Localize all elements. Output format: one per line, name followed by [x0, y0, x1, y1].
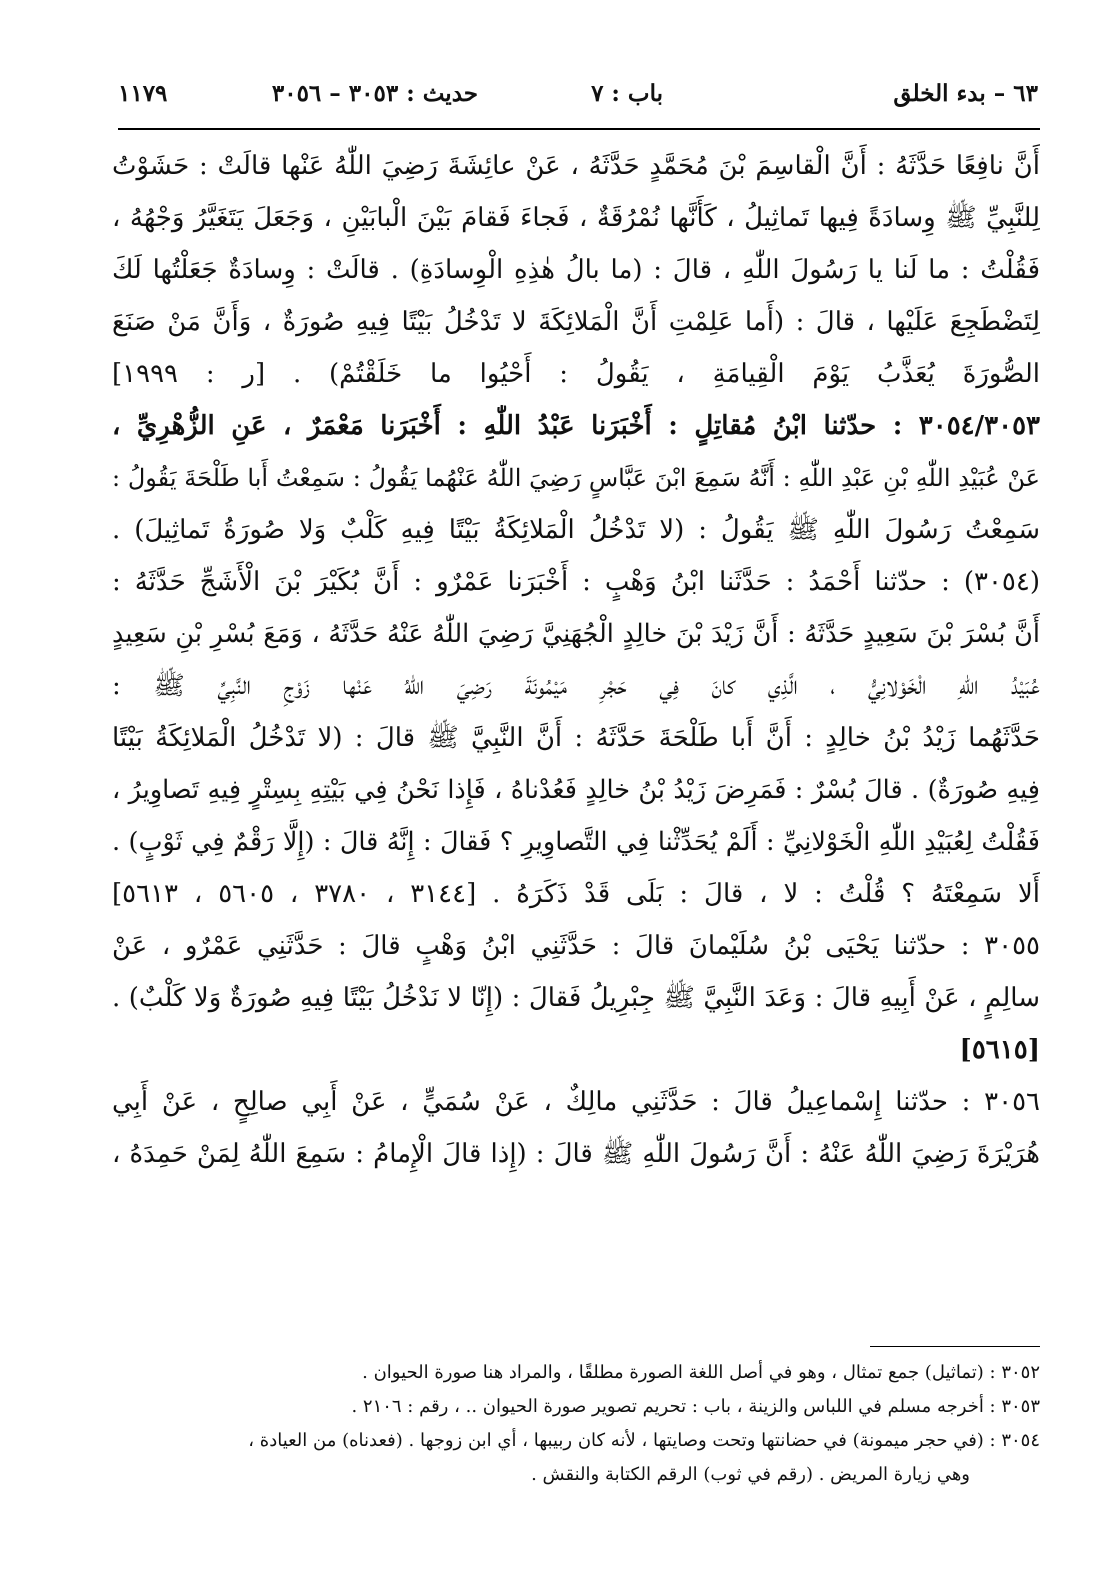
hadith-heading: ٣٠٥٦ : حدّثنا إِسْماعِيلُ قالَ : حَدَّثَنِي مالِكٌ ، عَنْ سُمَيٍّ ، عَنْ أَبِي صالِحٍ ، عَنْ أَبِي — [112, 1087, 1040, 1117]
chapter-number: باب : ٧ — [591, 80, 663, 107]
book-title: ٦٣ – بدء الخلق — [893, 80, 1038, 107]
text-line: هُرَيْرَةَ رَضِيَ اللّٰهُ عَنْهُ : أَنَّ رَسُولَ اللّٰهِ ﷺ قالَ : (إِذا قالَ الْإِمامُ : سَمِعَ اللّٰهُ لِمَنْ حَمِدَهُ ، — [112, 1139, 1040, 1169]
hadith-range: حديث : ٣٠٥٣ – ٣٠٥٦ — [271, 80, 478, 107]
text-line: أَنَّ نافِعًا حَدَّثَهُ : أَنَّ الْقاسِمَ بْنَ مُحَمَّدٍ حَدَّثَهُ ، عَنْ عائِشَةَ رَضِيَ اللّٰهُ عَنْها قالَتْ : حَشَوْتُ — [112, 151, 1040, 181]
hadith-heading: ٣٠٥٥ : حدّثنا يَحْيَى بْنُ سُلَيْمانَ قالَ : حَدَّثَنِي ابْنُ وَهْبٍ قالَ : حَدَّثَنِي عَمْرٌو ، عَنْ — [112, 931, 1040, 961]
text-line: فَقُلْتُ لِعُبَيْدِ اللّٰهِ الْخَوْلانِيِّ : أَلَمْ يُحَدِّثْنا فِي التَّصاوِيرِ ؟ فَقالَ : إِنَّهُ قالَ : (إِلَّا رَقْمٌ فِي ثَوْبٍ) . — [112, 827, 1040, 857]
text-line: سَمِعْتُ رَسُولَ اللّٰهِ ﷺ يَقُولُ : (لا تَدْخُلُ الْمَلائِكَةُ بَيْتًا فِيهِ كَلْبٌ وَلا صُورَةُ تَماثِيلَ) . — [112, 515, 1040, 545]
text-line: عُبَيْدُ اللّٰهِ الْخَوْلانِيُّ ، الَّذِي كانَ فِي حَجْرِ مَيْمُونَةَ رَضِيَ اللّٰهُ عَنْها زَوْجِ النَّبِيِّ ﷺ : — [112, 671, 1040, 701]
footnote: ٣٠٥٤ : (في حجر ميمونة) في حضانتها وتحت وصايتها ، لأنه كان ربيبها ، أي ابن زوجها . (فعدناه) من العيادة ، — [248, 1430, 1040, 1451]
page-number: ١١٧٩ — [118, 80, 168, 107]
text-line: فِيهِ صُورَةٌ) . قالَ بُسْرٌ : فَمَرِضَ زَيْدُ بْنُ خالِدٍ فَعُدْناهُ ، فَإِذا نَحْنُ فِي بَيْتِهِ بِسِتْرٍ فِيهِ تَصاوِيرُ ، — [112, 775, 1040, 805]
text-line: لِتَضْطَجِعَ عَلَيْها ، قالَ : (أَما عَلِمْتِ أَنَّ الْمَلائِكَةَ لا تَدْخُلُ بَيْتًا فِيهِ صُورَةٌ ، وَأَنَّ مَنْ صَنَعَ — [112, 307, 1040, 337]
running-header — [118, 80, 1038, 116]
text-line: عَنْ عُبَيْدِ اللّٰهِ بْنِ عَبْدِ اللّٰهِ : أَنَّهُ سَمِعَ ابْنَ عَبَّاسٍ رَضِيَ اللّٰهُ عَنْهُما يَقُولُ : سَمِعْتُ أَبا طَلْحَةَ يَقُولُ : — [112, 464, 1040, 492]
text-line: أَلا سَمِعْتَهُ ؟ قُلْتُ : لا ، قالَ : بَلَى قَدْ ذَكَرَهُ . [٣١٤٤ ، ٣٧٨٠ ، ٥٦٠٥ ، ٥٦١٣] — [112, 879, 1040, 909]
text-line: سالِمٍ ، عَنْ أَبِيهِ قالَ : وَعَدَ النَّبِيَّ ﷺ جِبْرِيلُ فَقالَ : (إِنّا لا نَدْخُلُ بَيْتًا فِيهِ صُورَةٌ وَلا كَلْبٌ) . — [112, 983, 1040, 1013]
cross-reference: [٥٦١٥] — [959, 1035, 1040, 1065]
text-line: حَدَّثَهُما زَيْدُ بْنُ خالِدٍ : أَنَّ أَبا طَلْحَةَ حَدَّثَهُ : أَنَّ النَّبِيَّ ﷺ قالَ : (لا تَدْخُلُ الْمَلائِكَةُ بَيْتًا — [112, 723, 1040, 753]
footnote: ٣٠٥٢ : (تماثيل) جمع تمثال ، وهو في أصل اللغة الصورة مطلقًا ، والمراد هنا صورة الحيوان . — [362, 1362, 1040, 1383]
footnote: ٣٠٥٣ : أخرجه مسلم في اللباس والزينة ، باب : تحريم تصوير صورة الحيوان .. ، رقم : ٢١٠٦ . — [351, 1396, 1040, 1417]
hadith-heading: (٣٠٥٤) : حدّثنا أَحْمَدُ : حَدَّثَنا ابْنُ وَهْبٍ : أَخْبَرَنا عَمْرٌو : أَنَّ بُكَيْرَ بْنَ الْأَشَجِّ حَدَّثَهُ : — [112, 567, 1040, 597]
text-line: فَقُلْتُ : ما لَنا يا رَسُولَ اللّٰهِ ، قالَ : (ما بالُ هٰذِهِ الْوِسادَةِ) . قالَتْ : وِسادَةٌ جَعَلْتُها لَكَ — [112, 255, 1040, 285]
text-line: الصُّورَةَ يُعَذَّبُ يَوْمَ الْقِيامَةِ ، يَقُولُ : أَحْيُوا ما خَلَقْتُمْ) . [ر : ١٩٩٩] — [112, 359, 1040, 389]
footnote-continuation: وهي زيارة المريض . (رقم في ثوب) الرقم الكتابة والنقش . — [531, 1464, 970, 1485]
header-rule — [118, 128, 1040, 130]
text-line: لِلنَّبِيِّ ﷺ وِسادَةً فِيها تَماثِيلُ ، كَأَنَّها نُمْرُقَةٌ ، فَجاءَ فَقامَ بَيْنَ الْبابَيْنِ ، وَجَعَلَ يَتَغَيَّرُ وَجْهُهُ ، — [112, 203, 1040, 233]
footnotes — [112, 1356, 1040, 1492]
text-line: أَنَّ بُسْرَ بْنَ سَعِيدٍ حَدَّثَهُ : أَنَّ زَيْدَ بْنَ خالِدٍ الْجُهَنِيَّ رَضِيَ اللّٰهُ عَنْهُ حَدَّثَهُ ، وَمَعَ بُسْرِ بْنِ سَعِيدٍ — [112, 619, 1040, 649]
main-text — [112, 140, 1040, 1180]
hadith-heading: ٣٠٥٤/٣٠٥٣ : حدّثنا ابْنُ مُقاتِلٍ : أَخْبَرَنا عَبْدُ اللّٰهِ : أَخْبَرَنا مَعْمَرٌ ، عَنِ الزُّهْرِيِّ ، — [112, 411, 1040, 441]
footnote-rule — [870, 1346, 1040, 1347]
